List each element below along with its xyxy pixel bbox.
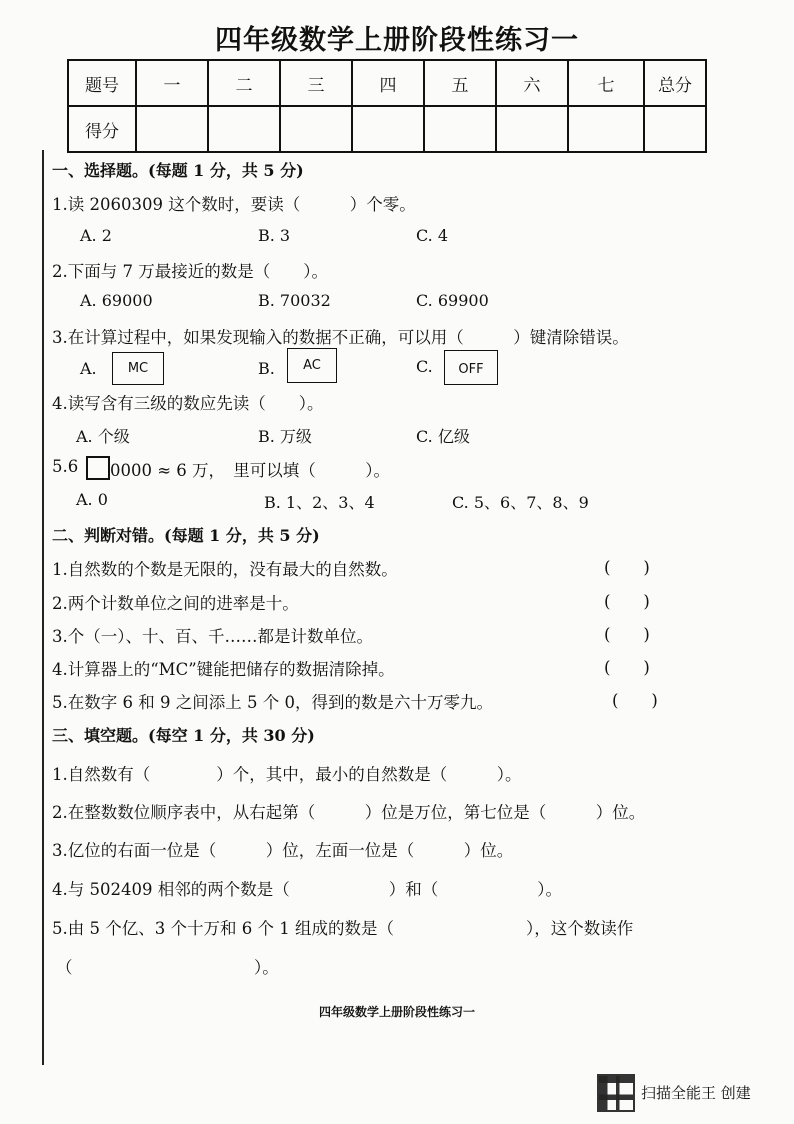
option-a: A. 个级 xyxy=(76,427,130,446)
score-table-header-row xyxy=(68,60,706,106)
option-b: B. 1、2、3、4 xyxy=(264,493,375,512)
question-1: 1.读 2060309 这个数时，要读（ ）个零。 xyxy=(52,195,416,214)
score-row-label: 得分 xyxy=(68,106,136,152)
mc-key-box: MC xyxy=(112,352,164,385)
judgment-item: 1.自然数的个数是无限的，没有最大的自然数。 xyxy=(52,560,398,579)
question-5-suffix: 0000 ≈ 6 万， 里可以填（ ）。 xyxy=(110,461,391,480)
answer-parentheses[interactable]: ( ) xyxy=(604,592,650,611)
option-c: C. xyxy=(416,357,433,376)
score-input-cell[interactable] xyxy=(568,106,644,152)
section2-heading: 二、判断对错。(每题 1 分，共 5 分) xyxy=(52,526,320,545)
question-3: 3.在计算过程中，如果发现输入的数据不正确，可以用（ ）键清除错误。 xyxy=(52,328,629,347)
judgment-item: 3.个（一）、十、百、千……都是计数单位。 xyxy=(52,627,373,646)
fill-blank-item: 5.由 5 个亿、3 个十万和 6 个 1 组成的数是（ ），这个数读作 xyxy=(52,919,634,938)
score-table-cell: 二 xyxy=(208,60,280,106)
option-b: B. xyxy=(258,359,275,378)
answer-parentheses[interactable]: ( ) xyxy=(604,558,650,577)
score-table-cell: 七 xyxy=(568,60,644,106)
score-input-cell[interactable] xyxy=(208,106,280,152)
off-key-box: OFF xyxy=(444,350,498,385)
question-2: 2.下面与 7 万最接近的数是（ ）。 xyxy=(52,262,328,281)
score-input-cell[interactable] xyxy=(644,106,706,152)
option-a: A. 2 xyxy=(80,226,112,245)
fill-blank-item: 4.与 502409 相邻的两个数是（ ）和（ ）。 xyxy=(52,880,562,899)
fill-blank-item: 3.亿位的右面一位是（ ）位，左面一位是（ ）位。 xyxy=(52,841,514,860)
qr-code-icon xyxy=(597,1074,635,1112)
score-table-cell: 一 xyxy=(136,60,208,106)
page-footer: 四年级数学上册阶段性练习一 xyxy=(318,1005,475,1019)
option-b: B. 万级 xyxy=(258,427,312,446)
binding-margin-line xyxy=(42,150,44,1065)
fill-blank-item: （ ）。 xyxy=(56,958,279,977)
score-table xyxy=(67,59,707,153)
option-c: C. 69900 xyxy=(416,291,489,310)
option-c: C. 4 xyxy=(416,226,449,245)
fill-blank-item: 2.在整数数位顺序表中，从右起第（ ）位是万位，第七位是（ ）位。 xyxy=(52,803,646,822)
blank-square-box[interactable] xyxy=(86,456,110,480)
score-table-score-row xyxy=(68,106,706,152)
score-table-cell: 总分 xyxy=(644,60,706,106)
answer-parentheses[interactable]: ( ) xyxy=(604,658,650,677)
option-c: C. 亿级 xyxy=(416,427,470,446)
question-5-prefix: 5.6 xyxy=(52,457,79,476)
fill-blank-item: 1.自然数有（ ）个，其中，最小的自然数是（ ）。 xyxy=(52,765,522,784)
option-a: A. 69000 xyxy=(80,291,153,310)
score-input-cell[interactable] xyxy=(496,106,568,152)
score-input-cell[interactable] xyxy=(424,106,496,152)
option-a: A. 0 xyxy=(76,490,108,509)
score-input-cell[interactable] xyxy=(352,106,424,152)
section1-heading: 一、选择题。(每题 1 分，共 5 分) xyxy=(52,161,304,180)
page-title: 四年级数学上册阶段性练习一 xyxy=(215,25,579,56)
score-table-cell: 四 xyxy=(352,60,424,106)
judgment-item: 5.在数字 6 和 9 之间添上 5 个 0，得到的数是六十万零九。 xyxy=(52,693,493,712)
judgment-item: 2.两个计数单位之间的进率是十。 xyxy=(52,594,299,613)
question-4: 4.读写含有三级的数应先读（ ）。 xyxy=(52,394,324,413)
ac-key-box: AC xyxy=(287,348,337,383)
score-table-cell: 题号 xyxy=(68,60,136,106)
judgment-item: 4.计算器上的“MC”键能把储存的数据清除掉。 xyxy=(52,660,395,679)
scanner-brand-text: 扫描全能王 创建 xyxy=(641,1084,751,1102)
option-a: A. xyxy=(80,359,97,378)
option-c: C. 5、6、7、8、9 xyxy=(452,493,589,512)
score-table-cell: 三 xyxy=(280,60,352,106)
score-input-cell[interactable] xyxy=(136,106,208,152)
score-table-cell: 五 xyxy=(424,60,496,106)
option-b: B. 70032 xyxy=(258,291,331,310)
answer-parentheses[interactable]: ( ) xyxy=(604,625,650,644)
option-b: B. 3 xyxy=(258,226,291,245)
section3-heading: 三、填空题。(每空 1 分，共 30 分) xyxy=(52,726,315,745)
score-input-cell[interactable] xyxy=(280,106,352,152)
answer-parentheses[interactable]: ( ) xyxy=(612,691,658,710)
score-table-cell: 六 xyxy=(496,60,568,106)
